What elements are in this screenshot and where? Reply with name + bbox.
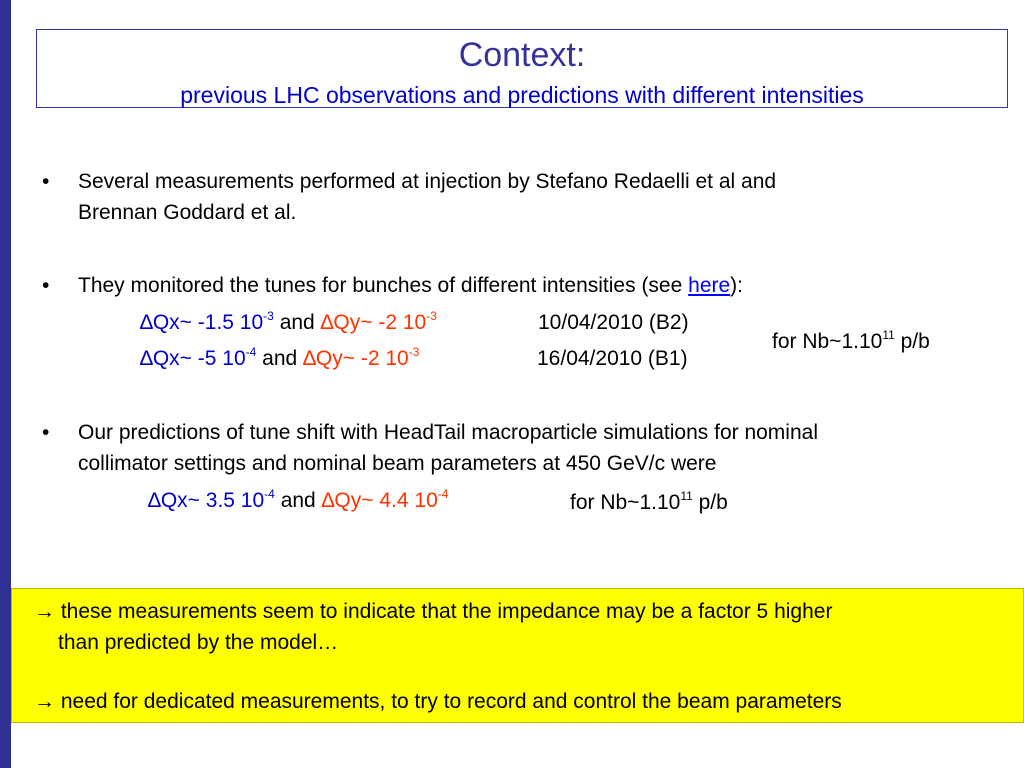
and-word: and bbox=[280, 489, 316, 512]
bullet-2-text-before: They monitored the tunes for bunches of different intensities (see bbox=[78, 274, 689, 297]
dqx-value: ∆Qx~ 3.5 10 bbox=[148, 489, 265, 512]
slide-title: Context: bbox=[458, 36, 586, 74]
intensity-unit: p/b bbox=[894, 330, 930, 353]
here-link[interactable]: here bbox=[688, 274, 731, 297]
prediction-row bbox=[148, 488, 448, 514]
observation-intensity bbox=[772, 329, 930, 355]
and-word: and bbox=[279, 311, 315, 334]
intensity-unit: p/b bbox=[692, 491, 728, 514]
bullet-1-line-1: Several measurements performed at injection by Stefano Redaelli et al and bbox=[78, 170, 777, 193]
conclusion-1-line-1 bbox=[34, 599, 832, 625]
dqx-value: ∆Qx~ -5 10 bbox=[140, 347, 246, 370]
prediction-intensity bbox=[570, 490, 728, 516]
intensity-base: for Nb~1.10 bbox=[772, 330, 883, 353]
dqy-exponent: -4 bbox=[437, 487, 449, 501]
right-arrow-icon: → bbox=[34, 600, 55, 623]
conclusion-1-line-2: than predicted by the model… bbox=[58, 631, 339, 654]
dqy-exponent: -3 bbox=[426, 309, 437, 323]
observation-row bbox=[140, 346, 419, 372]
bullet-marker: • bbox=[42, 170, 50, 193]
observation-row bbox=[140, 310, 437, 336]
bullet-3-line-1: Our predictions of tune shift with HeadTail macroparticle simulations for nominal bbox=[78, 421, 818, 444]
title-box bbox=[36, 29, 1008, 108]
dqy-value: ∆Qy~ -2 10 bbox=[320, 311, 427, 334]
bullet-2-text bbox=[78, 273, 743, 299]
bullet-2-text-after: ): bbox=[730, 274, 743, 297]
right-arrow-icon: → bbox=[34, 690, 55, 713]
conclusion-2-text: need for dedicated measurements, to try to record and control the beam parameters bbox=[60, 690, 842, 713]
slide-subtitle: previous LHC observations and predictions with different intensities bbox=[180, 82, 864, 108]
dqx-exponent: -3 bbox=[263, 309, 274, 323]
and-word: and bbox=[262, 347, 298, 370]
left-accent-bar bbox=[0, 0, 11, 768]
bullet-marker: • bbox=[42, 274, 50, 297]
dqx-exponent: -4 bbox=[264, 487, 275, 501]
dqy-exponent: -3 bbox=[408, 345, 420, 359]
observation-date: 10/04/2010 (B2) bbox=[538, 311, 689, 334]
bullet-3-line-2: collimator settings and nominal beam parameters at 450 GeV/c were bbox=[78, 452, 717, 475]
dqx-value: ∆Qx~ -1.5 10 bbox=[140, 311, 264, 334]
dqy-value: ∆Qy~ -2 10 bbox=[303, 347, 409, 370]
bullet-1-line-2: Brennan Goddard et al. bbox=[78, 201, 297, 224]
observation-date: 16/04/2010 (B1) bbox=[537, 347, 688, 370]
bullet-marker: • bbox=[42, 421, 50, 444]
conclusion-1-text: these measurements seem to indicate that the impedance may be a factor 5 higher bbox=[60, 600, 833, 623]
conclusion-box bbox=[11, 588, 1024, 723]
intensity-exponent: 11 bbox=[882, 328, 895, 342]
intensity-base: for Nb~1.10 bbox=[570, 491, 681, 514]
dqy-value: ∆Qy~ 4.4 10 bbox=[321, 489, 438, 512]
conclusion-2 bbox=[34, 689, 842, 715]
intensity-exponent: 11 bbox=[680, 489, 693, 503]
dqx-exponent: -4 bbox=[245, 345, 257, 359]
